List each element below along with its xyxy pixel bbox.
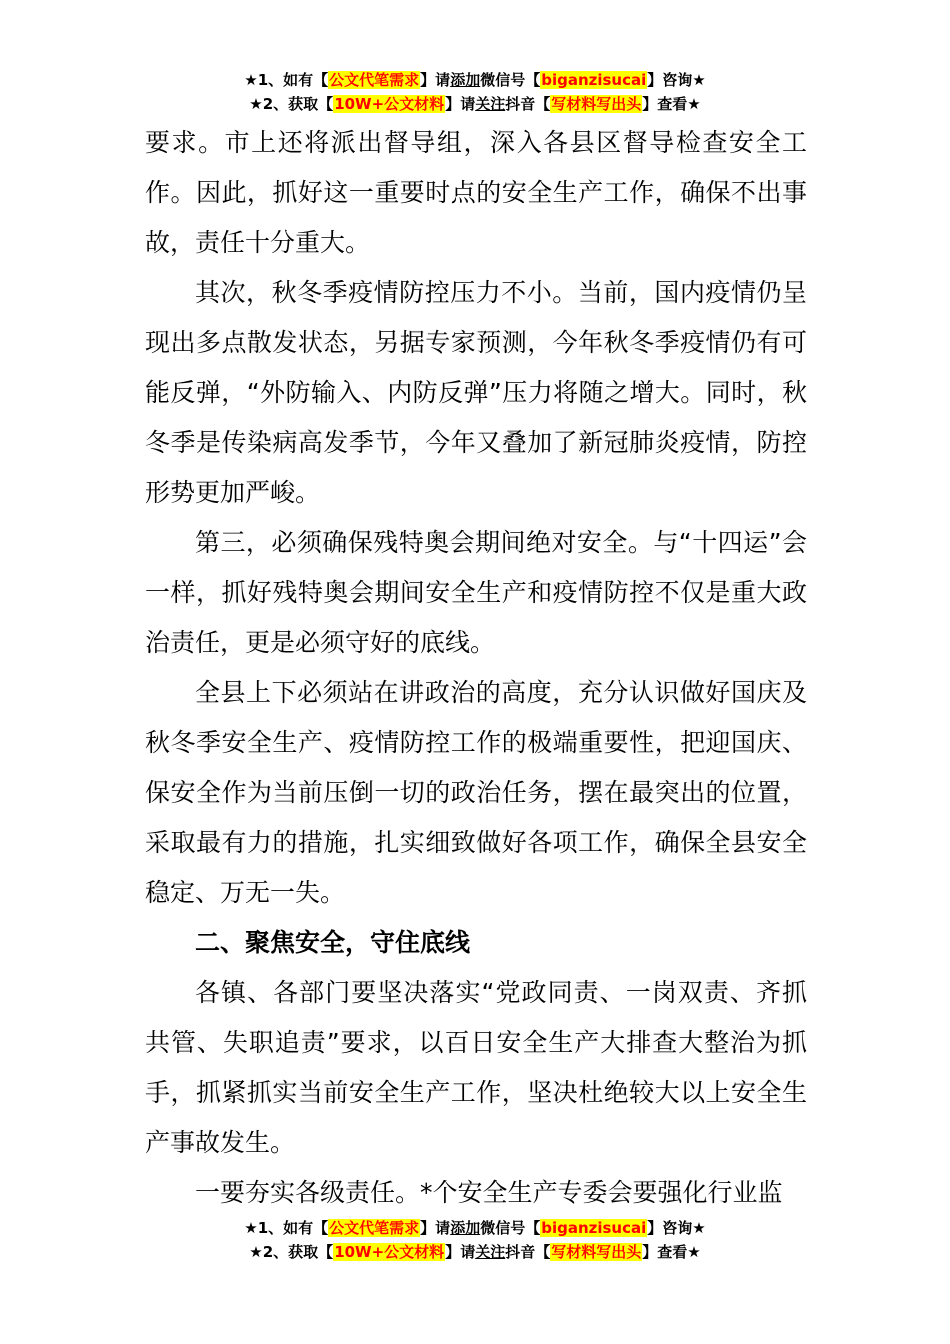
header-banner: [0, 68, 950, 116]
banner-highlight: biganzisucai: [541, 71, 647, 89]
document-body: [145, 118, 807, 1218]
body-paragraph: 其次，秋冬季疫情防控压力不小。当前，国内疫情仍呈现出多点散发状态，另据专家预测，今年秋冬季疫情仍有可能反弹，“外防输入、内防反弹”压力将随之增大。同时，秋冬季是传染病高发季节，今年又叠加了新冠肺炎疫情，防控形势更加严峻。: [145, 278, 807, 507]
banner-text: 】请: [445, 95, 476, 113]
banner-text: 】请: [445, 1243, 476, 1261]
banner-highlight: 写材料写出头: [551, 1243, 642, 1261]
banner-text: 】咨询★: [647, 1219, 706, 1237]
banner-highlight: biganzisucai: [541, 1219, 647, 1237]
banner-text: 】请: [420, 71, 451, 89]
banner-text: 】查看★: [642, 95, 701, 113]
body-paragraph: 第三，必须确保残特奥会期间绝对安全。与“十四运”会一样，抓好残特奥会期间安全生产和疫情防控不仅是重大政治责任，更是必须守好的底线。: [145, 528, 807, 657]
banner-text: 微信号【: [480, 1219, 541, 1237]
banner-text: 抖音【: [505, 1243, 551, 1261]
banner-line-2: [0, 1240, 950, 1264]
body-paragraph: 各镇、各部门要坚决落实“党政同责、一岗双责、齐抓共管、失职追责”要求，以百日安全生产大排查大整治为抓手，抓紧抓实当前安全生产工作，坚决杜绝较大以上安全生产事故发生。: [145, 978, 807, 1157]
banner-underlined-text: 添加: [450, 71, 481, 89]
banner-text: 】咨询★: [647, 71, 706, 89]
banner-text: ★1、如有【: [244, 1219, 329, 1237]
banner-text: 】查看★: [642, 1243, 701, 1261]
banner-text: ★2、获取【: [249, 1243, 334, 1261]
banner-text: ★2、获取【: [249, 95, 334, 113]
section-heading: 二、聚焦安全，守住底线: [195, 928, 471, 957]
banner-highlight: 公文代笔需求: [329, 1219, 420, 1237]
banner-highlight: 写材料写出头: [551, 95, 642, 113]
banner-underlined-text: 关注: [475, 1243, 506, 1261]
banner-underlined-text: 添加: [450, 1219, 481, 1237]
footer-banner: [0, 1216, 950, 1264]
banner-highlight: 10W+公文材料: [334, 1243, 445, 1261]
banner-text: 】请: [420, 1219, 451, 1237]
banner-highlight: 公文代笔需求: [329, 71, 420, 89]
banner-underlined-text: 关注: [475, 95, 506, 113]
body-paragraph: 全县上下必须站在讲政治的高度，充分认识做好国庆及秋冬季安全生产、疫情防控工作的极端重要性，把迎国庆、保安全作为当前压倒一切的政治任务，摆在最突出的位置，采取最有力的措施，扎实细致做好各项工作，确保全县安全稳定、万无一失。: [145, 678, 807, 907]
banner-line-1: [0, 68, 950, 92]
banner-highlight: 10W+公文材料: [334, 95, 445, 113]
banner-line-2: [0, 92, 950, 116]
banner-text: ★1、如有【: [244, 71, 329, 89]
banner-line-1: [0, 1216, 950, 1240]
banner-text: 抖音【: [505, 95, 551, 113]
banner-text: 微信号【: [480, 71, 541, 89]
body-paragraph: 一要夯实各级责任。*个安全生产专委会要强化行业监: [195, 1178, 783, 1207]
body-paragraph: 要求。市上还将派出督导组，深入各县区督导检查安全工作。因此，抓好这一重要时点的安全生产工作，确保不出事故，责任十分重大。: [145, 128, 807, 257]
